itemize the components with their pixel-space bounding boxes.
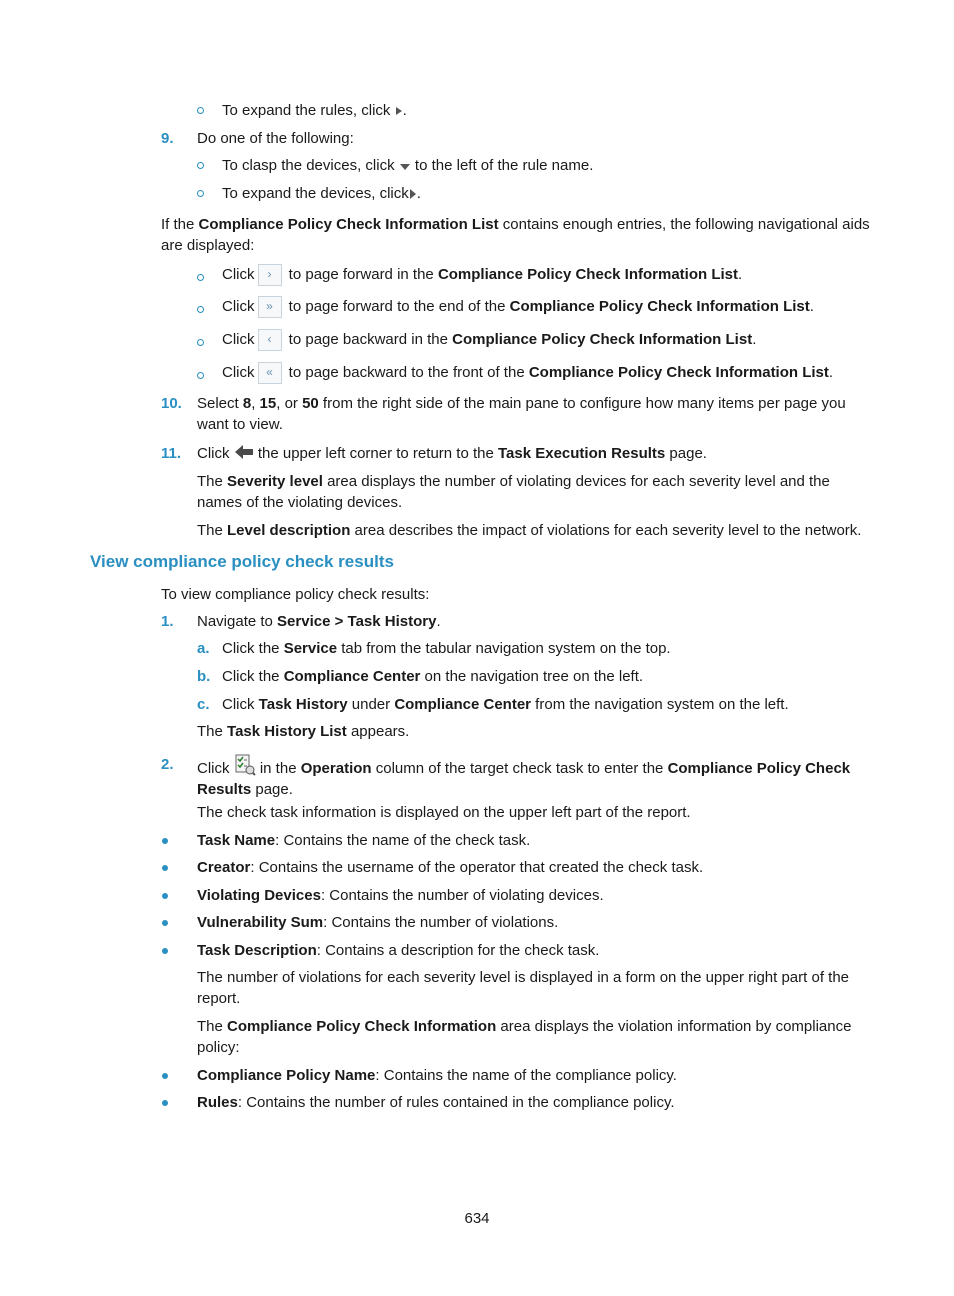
list-item: Click « to page backward to the front of the Compliance Policy Check Information List. [222, 362, 833, 384]
list-item: Vulnerability Sum: Contains the number of violations. [197, 914, 559, 931]
triangle-right-icon [409, 188, 417, 200]
next-page-icon: › [258, 264, 282, 286]
sub-bullet [197, 107, 204, 114]
list-item: Compliance Policy Name: Contains the name of the compliance policy. [197, 1067, 677, 1084]
paragraph: The Level description area describes the impact of violations for each severity level to the network. [197, 522, 862, 539]
bullet [162, 893, 168, 899]
page-number: 634 [464, 1210, 490, 1227]
paragraph: The check task information is displayed on the upper left part of the report. [197, 804, 691, 821]
triangle-down-icon [399, 161, 411, 171]
previous-page-icon: ‹ [258, 329, 282, 351]
list-item: Violating Devices: Contains the number of violating devices. [197, 887, 604, 904]
paragraph: To view compliance policy check results: [161, 586, 430, 603]
first-page-icon: « [258, 362, 282, 384]
paragraph: The Task History List appears. [197, 723, 410, 740]
paragraph: The Severity level area displays the number of violating devices for each severity level and the names of the violating devices. [197, 473, 830, 511]
sub-bullet [197, 372, 204, 379]
substep-text: Click the Compliance Center on the navigation tree on the left. [222, 668, 644, 685]
step-number: 2. [161, 756, 174, 773]
bullet [162, 948, 168, 954]
step-text: Click the upper left corner to return to the Task Execution Results page. [197, 445, 707, 462]
sub-bullet [197, 306, 204, 313]
substep-text: Click the Service tab from the tabular navigation system on the top. [222, 640, 671, 657]
list-item: Task Name: Contains the name of the check task. [197, 832, 531, 849]
step-text: Navigate to Service > Task History. [197, 613, 441, 630]
paragraph: The number of violations for each severity level is displayed in a form on the upper right part of the report. [197, 969, 850, 1007]
back-arrow-icon [234, 443, 254, 461]
sub-bullet [197, 190, 204, 197]
step-number: 11. [161, 445, 182, 462]
paragraph: The Compliance Policy Check Information area displays the violation information by compliance policy: [197, 1018, 852, 1056]
list-item: Rules: Contains the number of rules contained in the compliance policy. [197, 1094, 675, 1111]
list-item: To expand the devices, click . [222, 185, 421, 202]
bullet [162, 865, 168, 871]
bullet [162, 1100, 168, 1106]
list-item: Click » to page forward to the end of the Compliance Policy Check Information List. [222, 296, 814, 318]
sub-bullet [197, 339, 204, 346]
list-item: Click › to page forward in the Compliance Policy Check Information List. [222, 264, 742, 286]
report-icon [234, 754, 256, 776]
list-item: To expand the rules, click . [222, 102, 407, 119]
substep-label: c. [197, 696, 210, 713]
list-item: To clasp the devices, click to the left of the rule name. [222, 157, 594, 174]
list-item: Creator: Contains the username of the operator that created the check task. [197, 859, 704, 876]
bullet [162, 1073, 168, 1079]
section-heading: View compliance policy check results [90, 552, 394, 571]
list-item: Click ‹ to page backward in the Compliance Policy Check Information List. [222, 329, 756, 351]
step-number: 10. [161, 395, 182, 412]
step-text: Select 8, 15, or 50 from the right side of the main pane to configure how many items per page you want to view. [197, 395, 846, 433]
sub-bullet [197, 274, 204, 281]
sub-bullet [197, 162, 204, 169]
bullet [162, 920, 168, 926]
list-item: Task Description: Contains a description for the check task. [197, 942, 600, 959]
bullet [162, 838, 168, 844]
substep-text: Click Task History under Compliance Center from the navigation system on the left. [222, 696, 789, 713]
substep-label: b. [197, 668, 211, 685]
substep-label: a. [197, 640, 210, 657]
step-text: Click in the Operation column of the target check task to enter the Compliance Policy Check Results page. [197, 754, 865, 800]
paragraph: If the Compliance Policy Check Information List contains enough entries, the following navigational aids are displayed: [161, 216, 870, 254]
step-number: 9. [161, 130, 174, 147]
last-page-icon: » [258, 296, 282, 318]
triangle-right-icon [395, 106, 403, 116]
step-number: 1. [161, 613, 174, 630]
step-text: Do one of the following: [197, 130, 354, 147]
